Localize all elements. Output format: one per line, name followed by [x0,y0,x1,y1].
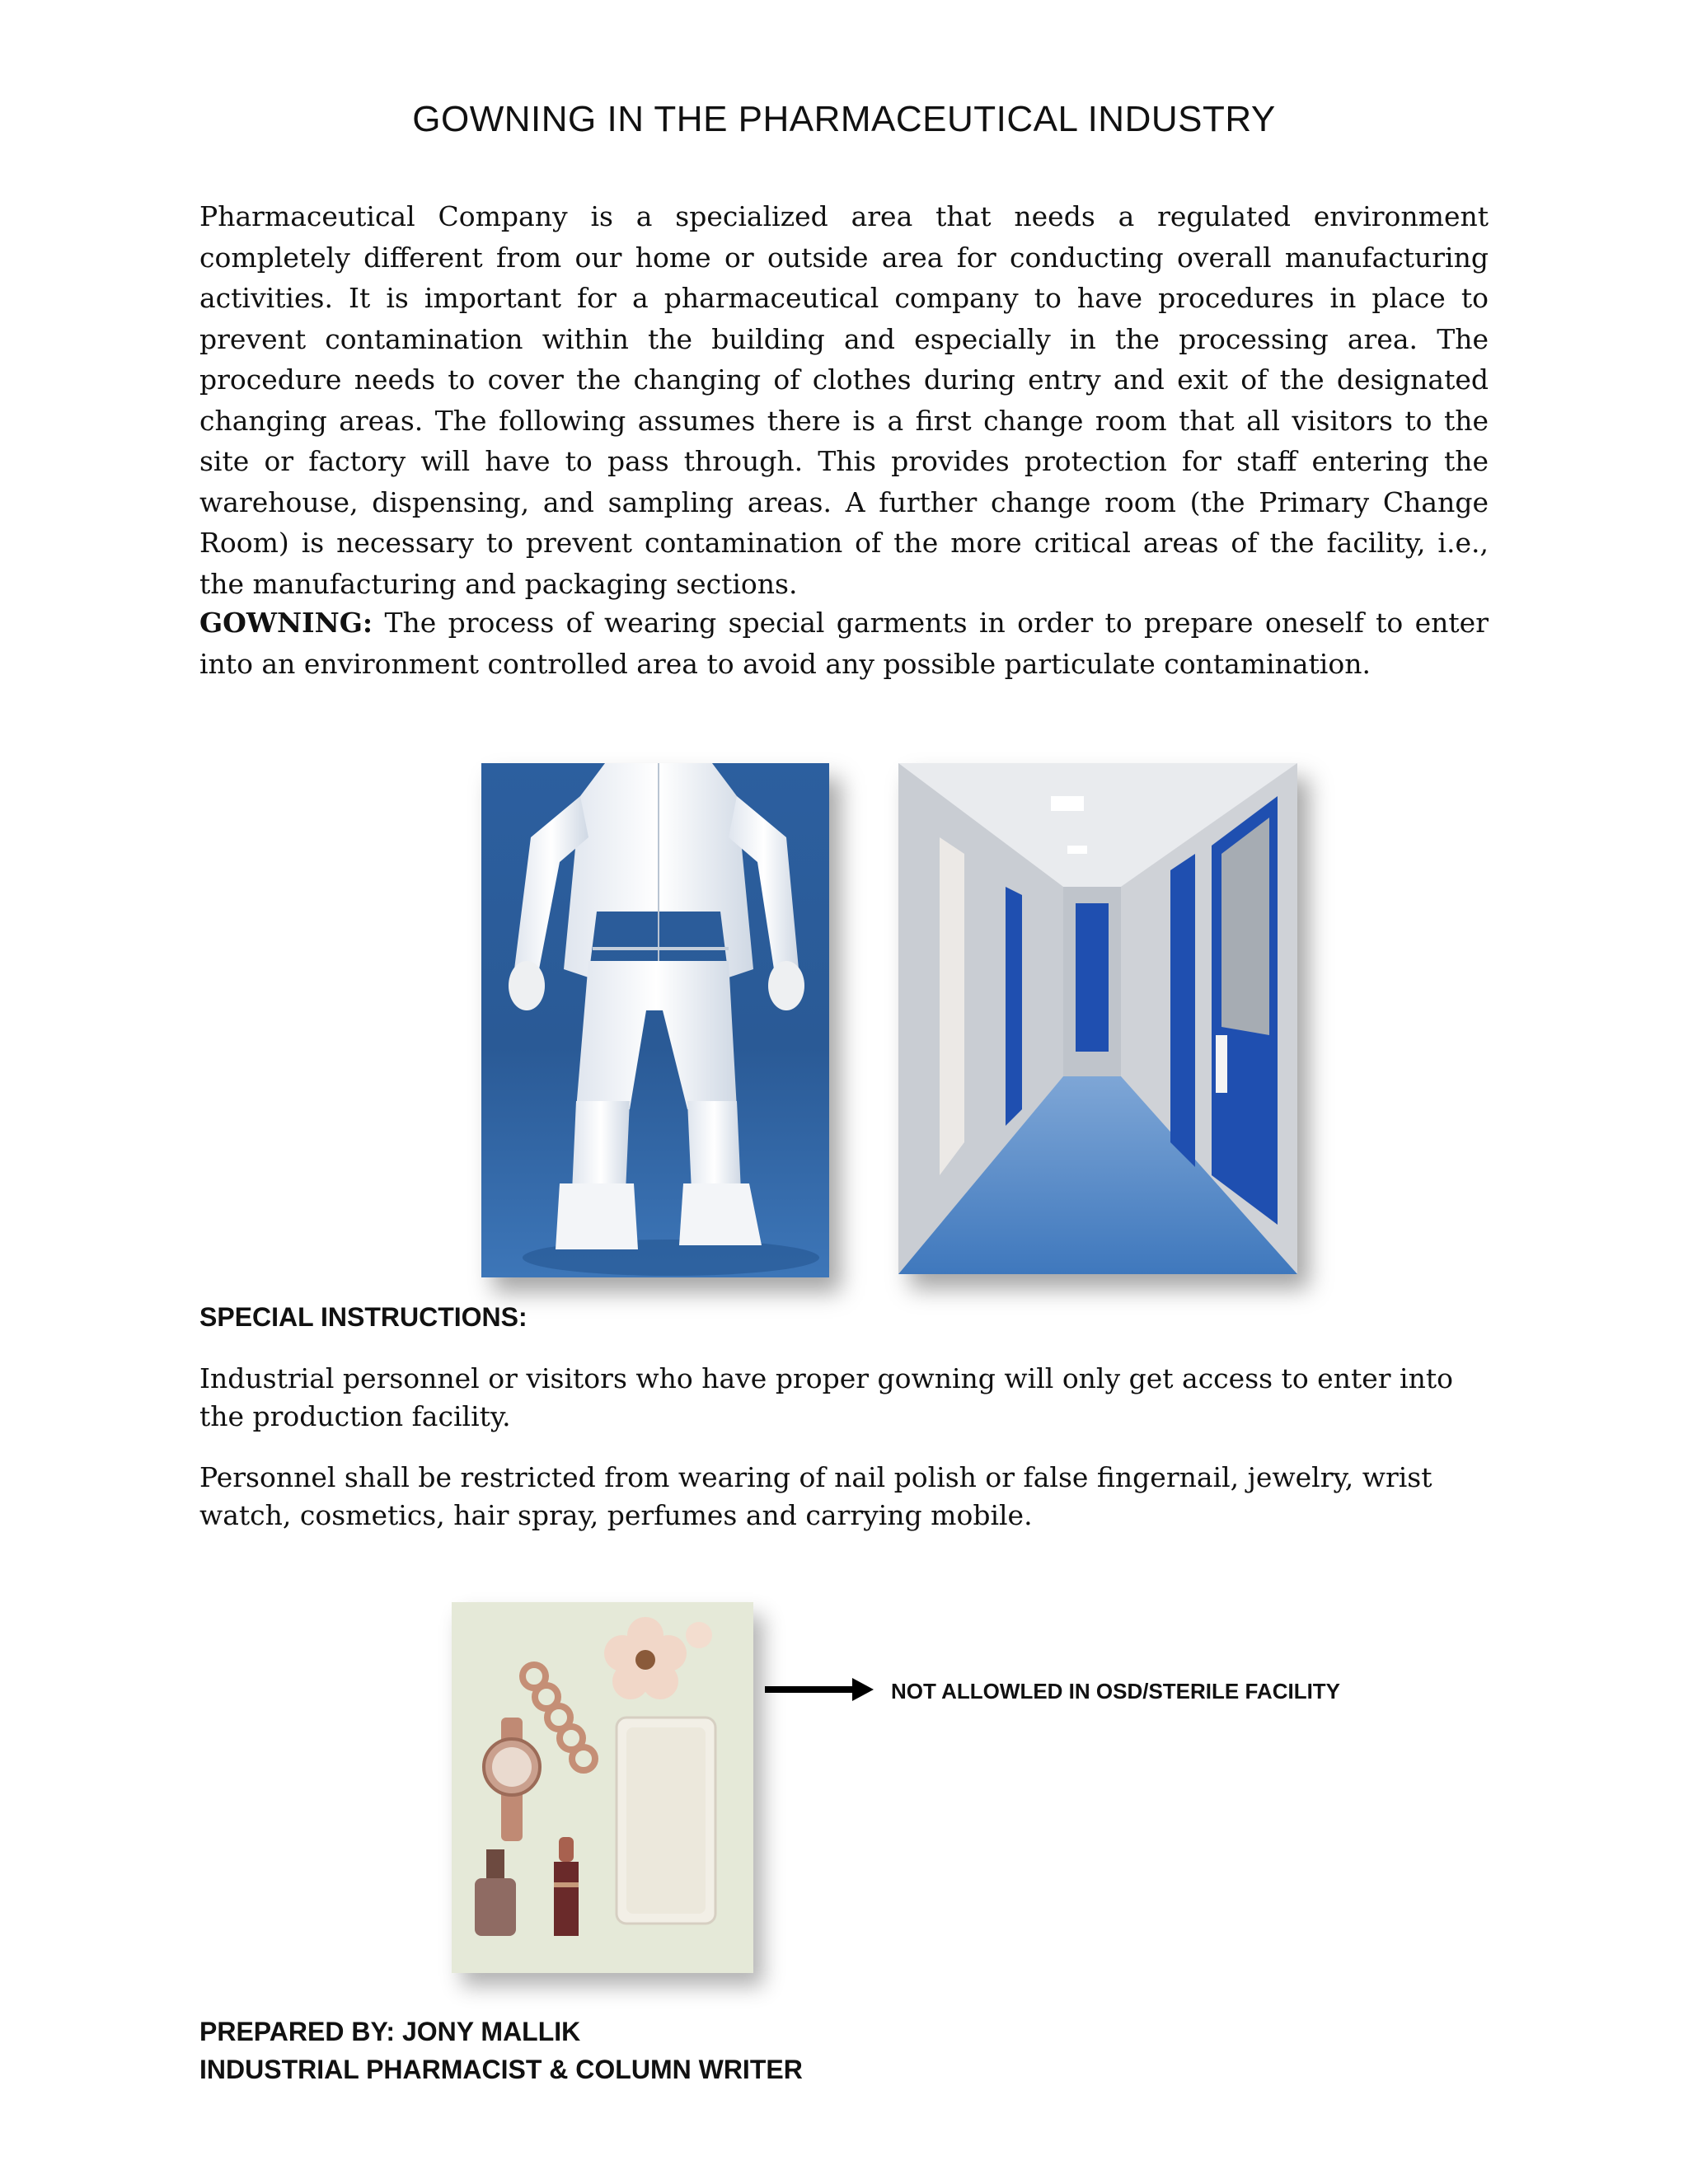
instruction-restrictions: Personnel shall be restricted from wearing of nail polish or false fingernail, jewelry, wrist watch, cosmetics, hair spray, perfumes and carrying mobile. [199,1461,1432,1531]
cosmetics-illustration [452,1602,753,1973]
corridor-illustration [898,763,1297,1274]
instruction-access: Industrial personnel or visitors who have proper gowning will only get access to enter into the production facility. [199,1362,1453,1432]
special-instructions-heading: SPECIAL INSTRUCTIONS: [199,1302,528,1332]
author-role: INDUSTRIAL PHARMACIST & COLUMN WRITER [199,2055,803,2084]
intro-paragraph: Pharmaceutical Company is a specialized area that needs a regulated environment completely different from our home or outside area for conducting overall manufacturing activities. It is important for a pharmaceutical company to have procedures in place to prevent contamination within the building and especially in the processing area. The procedure needs to cover the changing of clothes during entry and exit of the designated changing areas. The following assumes there is a first change room that all visitors to the site or factory will have to pass through. This provides protection for staff entering the warehouse, dispensing, and sampling areas. A further change room (the Primary Change Room) is necessary to prevent contamination of the more critical areas of the facility, i.e., the manufacturing and packaging sections. [199,200,1489,600]
prepared-by: PREPARED BY: JONY MALLIK [199,2017,581,2046]
author-footer [199,2013,803,2088]
coverall-illustration [481,763,829,1277]
not-allowed-note: NOT ALLOWLED IN OSD/STERILE FACILITY [891,1679,1341,1704]
cleanroom-coverall-photo [481,763,829,1277]
cosmetics-jewelry-photo [452,1602,753,1973]
cleanroom-corridor-photo [898,763,1297,1274]
gowning-definition-paragraph [199,602,1489,684]
right-arrow-icon [765,1678,874,1701]
gowning-label: GOWNING: [199,607,373,639]
document-title: GOWNING IN THE PHARMACEUTICAL INDUSTRY [412,99,1276,139]
gowning-definition-text: The process of wearing special garments in order to prepare oneself to enter into an environment controlled area to avoid any possible particulate contamination. [199,607,1489,680]
